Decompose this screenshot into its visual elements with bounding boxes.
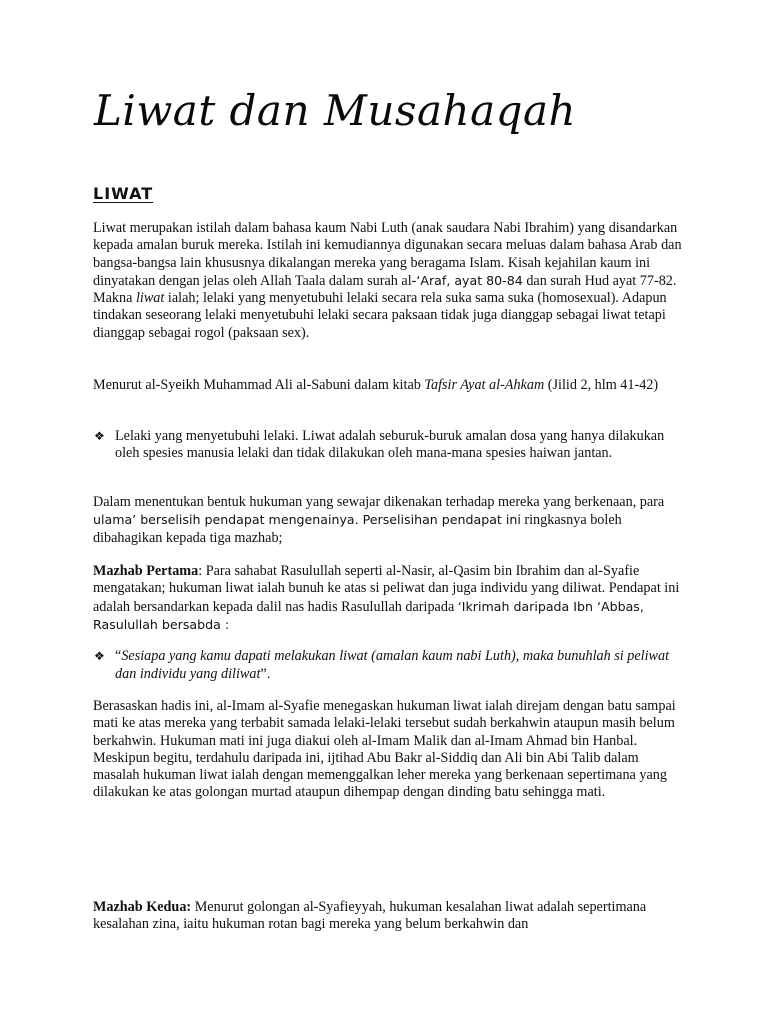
mazhab-label: Mazhab Pertama bbox=[93, 563, 199, 579]
four-diamond-bullet-icon: ❖ bbox=[94, 649, 105, 663]
text-run: Dalam menentukan bentuk hukuman yang sewajar dikenakan terhadap mereka yang berkenaan, para bbox=[93, 494, 665, 510]
mazhab-label: Mazhab Kedua: bbox=[93, 899, 192, 915]
paragraph-intro bbox=[93, 220, 683, 342]
four-diamond-bullet-icon: ❖ bbox=[94, 429, 105, 443]
text-run: ialah; lelaki yang menyetubuhi lelaki secara rela suka sama suka (homosexual). Adapun tindakan seseorang lelaki menyetubuhi lelaki secara paksaan tidak juga dianggap sebagai liwat tetapi dianggap sebagai rogol (paksaan sex). bbox=[93, 290, 667, 341]
text-run: Liwat merupakan istilah dalam bahasa kaum Nabi Luth (anak saudara Nabi Ibrahim) yang disandarkan kepada amalan buruk mereka. Istilah ini kemudiannya digunakan secara meluas dalam bahasa Arab dan bangsa-bangsa lain khususnya dikalangan mereka yang beragama Islam. Kisah kejahilan kaum ini dinyatakan dengan jelas oleh Allah Taala dalam surah al- bbox=[93, 220, 682, 289]
paragraph-mazhab-kedua bbox=[93, 899, 683, 934]
paragraph-mazhab-intro bbox=[93, 494, 683, 547]
text-run: ‘Ikrimah daripada Ibn ‘Abbas, Rasulullah bersabda : bbox=[93, 598, 644, 632]
paragraph-mazhab-pertama bbox=[93, 563, 683, 634]
text-run: (Jilid 2, hlm 41-42) bbox=[544, 377, 659, 393]
text-run: dan surah Hud ayat 77-82. Makna bbox=[93, 272, 677, 307]
text-run: Menurut al-Syeikh Muhammad Ali al-Sabuni dalam kitab bbox=[93, 377, 425, 393]
book-title: Tafsir Ayat al-Ahkam bbox=[424, 377, 545, 393]
text-run-italic: liwat bbox=[135, 290, 165, 307]
hadith-quote: “Sesiapa yang kamu dapati melakukan liwat (amalan kaum nabi Luth), maka bunuhlah si peliwat dan individu yang diliwat”. bbox=[115, 648, 670, 683]
text-run: : Para sahabat Rasulullah seperti al-Nasir, al-Qasim bin Ibrahim dan al-Syafie mengatakan; hukuman liwat ialah bunuh ke atas si peliwat dan juga individu yang diliwat. Pendapat ini adalah bersandarkan kepada dalil nas hadis Rasulullah daripada bbox=[93, 563, 680, 615]
page-title: Liwat dan Musahaqah bbox=[94, 86, 577, 135]
paragraph-reference bbox=[93, 377, 683, 394]
text-run: Menurut golongan al-Syafieyyah, hukuman kesalahan liwat adalah sepertimana kesalahan zina, iaitu hukuman rotan bagi mereka yang belum berkahwin dan bbox=[93, 899, 647, 933]
text-run: ulama’ berselisih pendapat mengenainya. Perselisihan pendapat ini bbox=[93, 512, 521, 528]
paragraph-imam-syafie: Berasaskan hadis ini, al-Imam al-Syafie menegaskan hukuman liwat ialah direjam dengan batu sampai mati ke atas mereka yang terbabit samada lelaki-lelaki tersebut sudah berkahwin ataupun masih belum berkahwin. Hukuman mati ini juga diakui oleh al-Imam Malik dan al-Imam Ahmad bin Hanbal. Meskipun begitu, terdahulu daripada ini, ijtihad Abu Bakr al-Siddiq dan Ali bin Abi Talib dalam masalah hukuman liwat ialah dengan memenggalkan leher mereka yang berkenaan sepertimana yang dilakukan ke atas golongan murtad ataupun dihempap dengan dinding batu sehingga mati. bbox=[93, 698, 676, 801]
text-run: ‘Araf, ayat 80-84 bbox=[416, 272, 523, 288]
section-heading: LIWAT bbox=[93, 184, 154, 203]
text-run: ringkasnya boleh dibahagikan kepada tiga mazhab; bbox=[93, 512, 622, 546]
bullet-text: Lelaki yang menyetubuhi lelaki. Liwat adalah seburuk-buruk amalan dosa yang hanya dilakukan oleh spesies manusia lelaki dan tidak dilakukan oleh mana-mana spesies haiwan jantan. bbox=[115, 428, 665, 462]
